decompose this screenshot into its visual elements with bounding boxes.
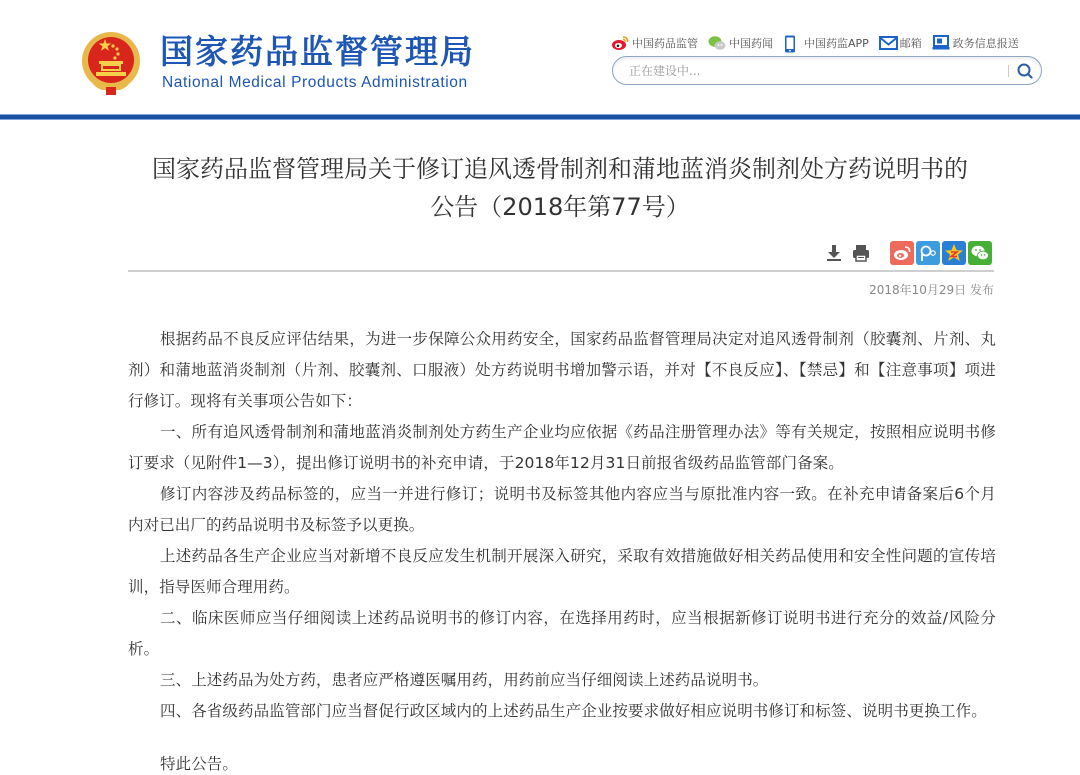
share-qzone-button[interactable] (942, 241, 966, 265)
search-input[interactable] (629, 61, 999, 80)
weibo-icon (611, 35, 629, 51)
article-title (120, 150, 1000, 226)
monitor-icon (932, 35, 950, 51)
qzone-share-icon (944, 243, 964, 263)
top-link-report[interactable] (932, 35, 1019, 51)
top-link-wechat[interactable] (708, 35, 773, 51)
mail-icon (879, 35, 897, 51)
top-links (611, 34, 1029, 52)
header-divider (0, 114, 1080, 120)
print-button[interactable] (849, 241, 873, 265)
top-link-weibo[interactable] (611, 35, 698, 51)
article-paragraph: 修订内容涉及药品标签的，应当一并进行修订；说明书及标签其他内容应当与原批准内容一致。在补充申请备案后6个月内对已出厂的药品说明书及标签予以更换。 (128, 485, 996, 534)
article-tools (822, 240, 992, 266)
download-icon (824, 243, 844, 263)
article-paragraph: 根据药品不良反应评估结果，为进一步保障公众用药安全，国家药品监督管理局决定对追风透骨制剂（胶囊剂、片剂、丸剂）和蒲地蓝消炎制剂（片剂、胶囊剂、口服液）处方药说明书增加警示语，并对【不良反应】、【禁忌】和【注意事项】项进行修订。现将有关事项公告如下： (128, 330, 996, 410)
article-paragraph: 二、临床医师应当仔细阅读上述药品说明书的修订内容，在选择用药时，应当根据新修订说明书进行充分的效益/风险分析。 (128, 609, 996, 658)
tencent-weibo-share-icon (918, 243, 938, 263)
article-paragraph: 四、各省级药品监管部门应当督促行政区域内的上述药品生产企业按要求做好相应说明书修订和标签、说明书更换工作。 (160, 702, 987, 720)
mobile-phone-icon (783, 35, 801, 51)
search-icon[interactable] (1015, 61, 1035, 81)
top-link-app[interactable] (783, 35, 869, 51)
top-link-label: 邮箱 (899, 37, 922, 50)
title-separator (128, 270, 994, 272)
top-link-label: 政务信息报送 (952, 37, 1019, 50)
article-paragraph: 上述药品各生产企业应当对新增不良反应发生机制开展深入研究，采取有效措施做好相关药品使用和安全性问题的宣传培训，指导医师合理用药。 (128, 547, 996, 596)
site-logo-english[interactable]: National Medical Products Administration (162, 74, 468, 91)
wechat-share-icon (970, 244, 990, 262)
publish-date: 2018年10月29日 发布 (869, 283, 994, 297)
print-icon (851, 243, 871, 263)
top-link-mail[interactable] (879, 35, 922, 51)
article-closing: 特此公告。 (160, 755, 239, 773)
article-body (128, 324, 996, 775)
site-header (0, 0, 1080, 114)
wechat-icon (708, 35, 726, 51)
weibo-share-icon (892, 244, 912, 262)
search-box (612, 56, 1042, 85)
search-divider (1008, 65, 1009, 77)
site-logo-chinese[interactable]: 国家药品监督管理局 (160, 32, 475, 71)
national-emblem-icon[interactable] (80, 30, 142, 96)
article-title-line2: 公告（2018年第77号） (430, 193, 690, 221)
share-weibo-button[interactable] (890, 241, 914, 265)
top-link-label: 中国药闻 (729, 37, 773, 50)
top-link-label: 中国药监APP (804, 37, 869, 50)
download-button[interactable] (822, 241, 846, 265)
article-paragraph: 一、所有追风透骨制剂和蒲地蓝消炎制剂处方药生产企业均应依据《药品注册管理办法》等有关规定，按照相应说明书修订要求（见附件1—3），提出修订说明书的补充申请，于2018年12月31日前报省级药品监管部门备案。 (128, 423, 996, 472)
share-tencent-weibo-button[interactable] (916, 241, 940, 265)
article-paragraph: 三、上述药品为处方药，患者应严格遵医嘱用药，用药前应当仔细阅读上述药品说明书。 (160, 671, 769, 689)
top-link-label: 中国药品监管 (632, 37, 698, 50)
article-title-line1: 国家药品监督管理局关于修订追风透骨制剂和蒲地蓝消炎制剂处方药说明书的 (152, 155, 968, 183)
share-wechat-button[interactable] (968, 241, 992, 265)
